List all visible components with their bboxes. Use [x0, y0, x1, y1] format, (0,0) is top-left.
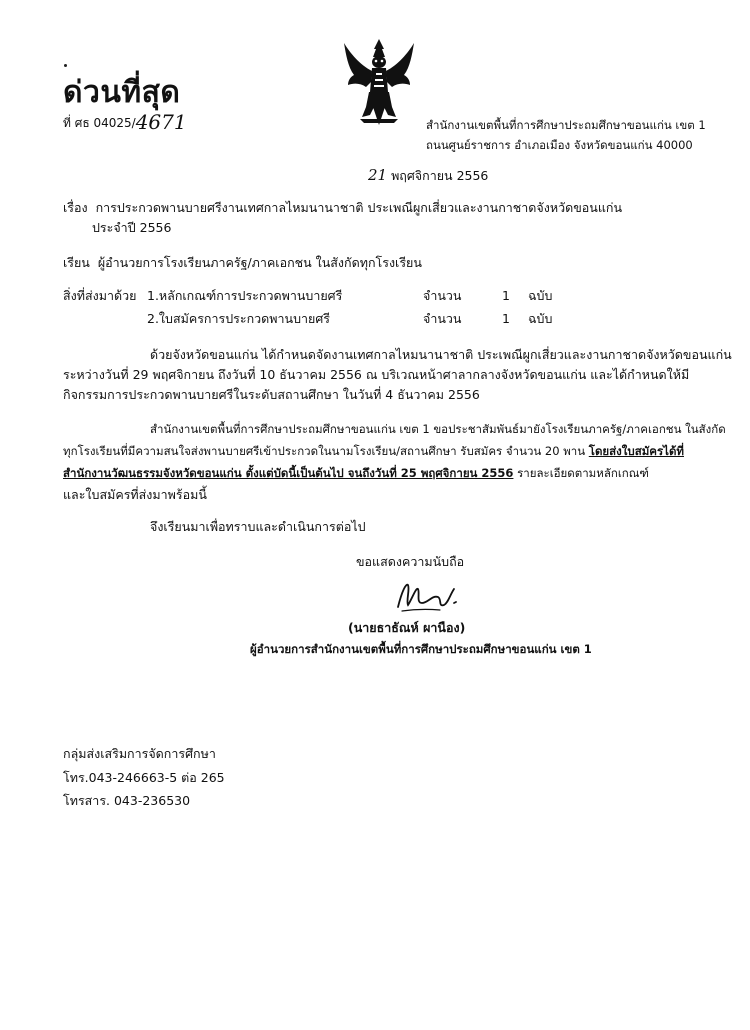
- enclosure-item-2: 2.ใบสมัครการประกวดพานบายศรี: [147, 311, 331, 326]
- office-address: ถนนศูนย์ราชการ อำเภอเมือง จังหวัดขอนแก่น 40000: [426, 138, 693, 152]
- contact-fax: โทรสาร. 043-236530: [63, 793, 191, 808]
- paragraph-2-line-1: สำนักงานเขตพื้นที่การศึกษาประถมศึกษาขอนแก่น เขต 1 ขอประชาสัมพันธ์มายังโรงเรียนภาครัฐ/ภาคเอกชน ในสังกัด: [150, 422, 726, 436]
- paragraph-2-line-4: และใบสมัครที่ส่งมาพร้อมนี้: [63, 487, 207, 502]
- regards-line: ขอแสดงความนับถือ: [356, 554, 465, 569]
- recipient-line: [63, 255, 422, 271]
- paragraph-1-line-1: ด้วยจังหวัดขอนแก่น ได้กำหนดจัดงานเทศกาลไหมนานาชาติ ประเพณีผูกเสี่ยวและงานกาชาดจังหวัดขอนแก่น: [150, 347, 732, 362]
- letter-date: [368, 166, 488, 186]
- subject-text: การประกวดพานบายศรีงานเทศกาลไหมนานาชาติ ประเพณีผูกเสี่ยวและงานกาชาดจังหวัดขอนแก่น: [95, 200, 622, 215]
- closing-statement: จึงเรียนมาเพื่อทราบและดำเนินการต่อไป: [150, 519, 366, 534]
- enclosure-2-qty-label: จำนวน: [423, 311, 462, 326]
- submission-location-deadline: สำนักงานวัฒนธรรมจังหวัดขอนแก่น ตั้งแต่บัดนี้เป็นต้นไป จนถึงวันที่ 25 พฤศจิกายน 2556: [63, 466, 514, 480]
- reference-prefix: ที่ ศธ 04025/: [63, 116, 136, 130]
- enclosure-2-qty: 1: [502, 311, 510, 326]
- urgency-stamp: ด่วนที่สุด: [63, 75, 181, 110]
- enclosure-1-qty-label: จำนวน: [423, 288, 462, 303]
- reference-number: [63, 108, 187, 133]
- enclosure-2-unit: ฉบับ: [528, 311, 553, 326]
- paragraph-1-line-2: ระหว่างวันที่ 29 พฤศจิกายน ถึงวันที่ 10 ธันวาคม 2556 ณ บริเวณหน้าศาลากลางจังหวัดขอนแก่น และได้กำหนดให้มี: [63, 367, 690, 382]
- paragraph-2-line-2: [63, 442, 684, 461]
- date-day: 21: [368, 166, 388, 184]
- enclosure-item-1: 1.หลักเกณฑ์การประกวดพานบายศรี: [147, 288, 343, 303]
- subject-label: เรื่อง: [63, 200, 88, 215]
- enclosures-label: สิ่งที่ส่งมาด้วย: [63, 288, 137, 303]
- contact-department: กลุ่มส่งเสริมการจัดการศึกษา: [63, 746, 216, 761]
- paragraph-2-line-3: [63, 464, 649, 483]
- enclosure-1-qty: 1: [502, 288, 510, 303]
- signatory-name: (นายธาธัณห์ ผานือง): [348, 620, 466, 635]
- subject-line: [63, 200, 622, 216]
- issuing-office: สำนักงานเขตพื้นที่การศึกษาประถมศึกษาขอนแก่น เขต 1: [426, 118, 706, 132]
- reference-handwritten-number: 4671: [135, 110, 187, 134]
- contact-phone: โทร.043-246663-5 ต่อ 265: [63, 770, 225, 785]
- paragraph-1-line-3: กิจกรรมการประกวดพานบายศรีในระดับสถานศึกษา ในวันที่ 4 ธันวาคม 2556: [63, 387, 480, 402]
- scan-speck: [64, 64, 67, 67]
- subject-continuation: ประจำปี 2556: [92, 220, 172, 235]
- paragraph-2-line-3-text: รายละเอียดตามหลักเกณฑ์: [513, 466, 649, 480]
- garuda-emblem-icon: [340, 37, 418, 132]
- submission-instruction-emphasis: โดยส่งใบสมัครได้ที่: [588, 444, 684, 458]
- signatory-title: ผู้อำนวยการสำนักงานเขตพื้นที่การศึกษาประถมศึกษาขอนแก่น เขต 1: [250, 642, 592, 656]
- enclosure-1-unit: ฉบับ: [528, 288, 553, 303]
- date-month-year: พฤศจิกายน 2556: [387, 168, 489, 183]
- paragraph-2-line-2-text: ทุกโรงเรียนที่มีความสนใจส่งพานบายศรีเข้าประกวดในนามโรงเรียน/สถานศึกษา รับสมัคร จำนวน 20 พาน: [63, 444, 589, 458]
- recipient-label: เรียน: [63, 255, 90, 270]
- recipient-text: ผู้อำนวยการโรงเรียนภาครัฐ/ภาคเอกชน ในสังกัดทุกโรงเรียน: [97, 255, 422, 270]
- handwritten-signature-icon: [392, 573, 462, 615]
